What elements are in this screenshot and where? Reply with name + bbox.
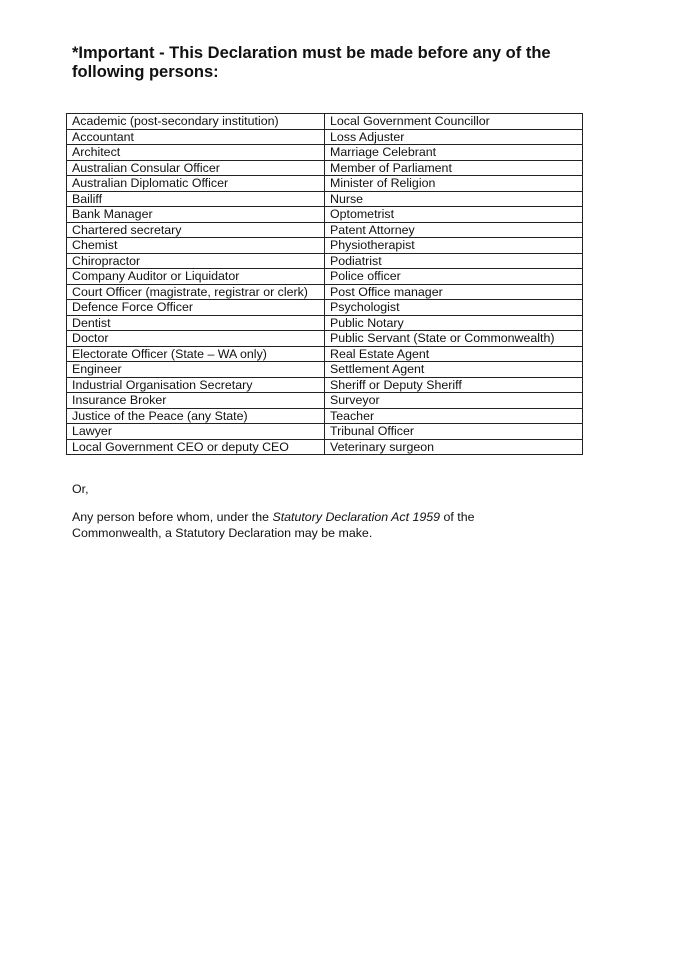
table-cell-left: Bailiff — [67, 191, 325, 207]
table-cell-right: Physiotherapist — [325, 238, 583, 254]
table-cell-left: Lawyer — [67, 424, 325, 440]
table-cell-left: Doctor — [67, 331, 325, 347]
page-heading: *Important - This Declaration must be made before any of the following persons: — [72, 44, 551, 81]
table-cell-right: Police officer — [325, 269, 583, 285]
table-row — [67, 424, 583, 440]
table-row — [67, 114, 583, 130]
authorised-persons-table-body — [67, 114, 583, 455]
table-cell-left: Electorate Officer (State – WA only) — [67, 346, 325, 362]
table-cell-right: Marriage Celebrant — [325, 145, 583, 161]
table-cell-right: Podiatrist — [325, 253, 583, 269]
table-cell-left: Justice of the Peace (any State) — [67, 408, 325, 424]
table-row — [67, 207, 583, 223]
table-cell-right: Local Government Councillor — [325, 114, 583, 130]
table-row — [67, 129, 583, 145]
table-cell-left: Academic (post-secondary institution) — [67, 114, 325, 130]
table-row — [67, 393, 583, 409]
table-cell-right: Veterinary surgeon — [325, 439, 583, 455]
table-cell-right: Tribunal Officer — [325, 424, 583, 440]
table-row — [67, 145, 583, 161]
table-cell-left: Architect — [67, 145, 325, 161]
table-cell-right: Public Notary — [325, 315, 583, 331]
table-cell-right: Optometrist — [325, 207, 583, 223]
table-row — [67, 191, 583, 207]
table-cell-right: Psychologist — [325, 300, 583, 316]
table-cell-right: Member of Parliament — [325, 160, 583, 176]
table-row — [67, 269, 583, 285]
table-row — [67, 300, 583, 316]
table-cell-left: Engineer — [67, 362, 325, 378]
closing-paragraph — [72, 510, 542, 541]
table-cell-right: Nurse — [325, 191, 583, 207]
table-row — [67, 346, 583, 362]
table-cell-left: Bank Manager — [67, 207, 325, 223]
table-row — [67, 377, 583, 393]
table-row — [67, 238, 583, 254]
table-cell-right: Settlement Agent — [325, 362, 583, 378]
table-cell-right: Surveyor — [325, 393, 583, 409]
table-cell-left: Accountant — [67, 129, 325, 145]
table-cell-right: Loss Adjuster — [325, 129, 583, 145]
table-cell-left: Insurance Broker — [67, 393, 325, 409]
table-cell-left: Dentist — [67, 315, 325, 331]
table-cell-left: Chemist — [67, 238, 325, 254]
closing-prefix: Any person before whom, under the — [72, 510, 273, 524]
table-cell-left: Local Government CEO or deputy CEO — [67, 439, 325, 455]
table-row — [67, 408, 583, 424]
table-cell-left: Court Officer (magistrate, registrar or clerk) — [67, 284, 325, 300]
table-cell-left: Chiropractor — [67, 253, 325, 269]
table-cell-right: Sheriff or Deputy Sheriff — [325, 377, 583, 393]
table-row — [67, 331, 583, 347]
table-row — [67, 222, 583, 238]
table-row — [67, 284, 583, 300]
table-cell-right: Public Servant (State or Commonwealth) — [325, 331, 583, 347]
table-cell-right: Minister of Religion — [325, 176, 583, 192]
table-cell-left: Defence Force Officer — [67, 300, 325, 316]
table-cell-left: Industrial Organisation Secretary — [67, 377, 325, 393]
table-cell-left: Chartered secretary — [67, 222, 325, 238]
table-cell-left: Company Auditor or Liquidator — [67, 269, 325, 285]
table-cell-left: Australian Diplomatic Officer — [67, 176, 325, 192]
table-row — [67, 315, 583, 331]
table-cell-left: Australian Consular Officer — [67, 160, 325, 176]
table-cell-right: Patent Attorney — [325, 222, 583, 238]
or-text: Or, — [72, 482, 89, 496]
table-cell-right: Post Office manager — [325, 284, 583, 300]
table-row — [67, 439, 583, 455]
authorised-persons-table — [66, 113, 583, 455]
act-name: Statutory Declaration Act 1959 — [272, 510, 441, 524]
table-row — [67, 253, 583, 269]
table-row — [67, 160, 583, 176]
table-row — [67, 176, 583, 192]
table-cell-right: Teacher — [325, 408, 583, 424]
closing-suffix: of the Commonwealth, a Statutory Declaration may be make. — [72, 510, 475, 540]
table-row — [67, 362, 583, 378]
table-cell-right: Real Estate Agent — [325, 346, 583, 362]
